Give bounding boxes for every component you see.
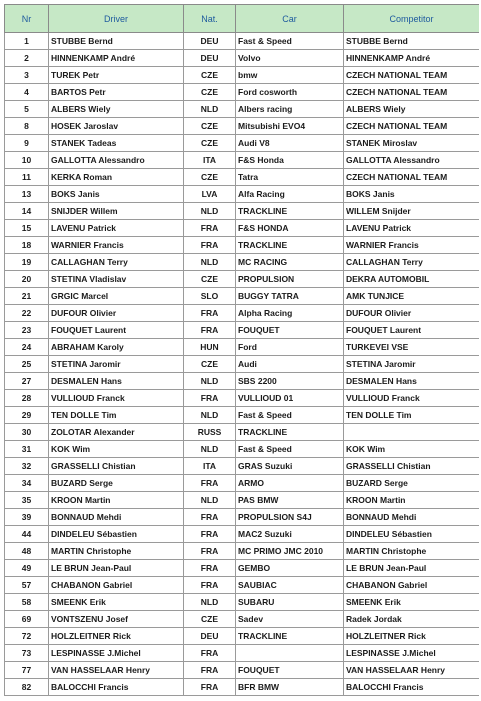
cell-competitor: ALBERS Wiely	[344, 101, 480, 118]
table-row	[5, 458, 480, 475]
cell-driver: KOK Wim	[49, 441, 184, 458]
table-row	[5, 679, 480, 696]
cell-nat: FRA	[184, 322, 236, 339]
cell-nr: 11	[5, 169, 49, 186]
cell-car: FOUQUET	[236, 662, 344, 679]
cell-nr: 2	[5, 50, 49, 67]
table-row	[5, 628, 480, 645]
table-body	[5, 33, 480, 696]
cell-car: TRACKLINE	[236, 203, 344, 220]
cell-driver: ZOLOTAR Alexander	[49, 424, 184, 441]
table-row	[5, 577, 480, 594]
cell-nat: LVA	[184, 186, 236, 203]
cell-nat: FRA	[184, 237, 236, 254]
table-row	[5, 50, 480, 67]
cell-car: Fast & Speed	[236, 33, 344, 50]
cell-car: TRACKLINE	[236, 424, 344, 441]
entry-list-table	[4, 4, 479, 696]
cell-nr: 29	[5, 407, 49, 424]
cell-competitor: DUFOUR Olivier	[344, 305, 480, 322]
cell-car: Mitsubishi EVO4	[236, 118, 344, 135]
cell-competitor: MARTIN Christophe	[344, 543, 480, 560]
cell-car: VULLIOUD 01	[236, 390, 344, 407]
table-row	[5, 186, 480, 203]
cell-nr: 73	[5, 645, 49, 662]
cell-car: TRACKLINE	[236, 237, 344, 254]
cell-driver: SMEENK Erik	[49, 594, 184, 611]
table-row	[5, 322, 480, 339]
cell-driver: BOKS Janis	[49, 186, 184, 203]
cell-driver: BUZARD Serge	[49, 475, 184, 492]
cell-nat: NLD	[184, 101, 236, 118]
cell-driver: HOSEK Jaroslav	[49, 118, 184, 135]
cell-nat: FRA	[184, 305, 236, 322]
cell-competitor: WILLEM Snijder	[344, 203, 480, 220]
cell-driver: VULLIOUD Franck	[49, 390, 184, 407]
cell-nat: NLD	[184, 407, 236, 424]
cell-car: Alpha Racing	[236, 305, 344, 322]
cell-competitor: CHABANON Gabriel	[344, 577, 480, 594]
cell-driver: KROON Martin	[49, 492, 184, 509]
cell-competitor: TURKEVEI VSE	[344, 339, 480, 356]
cell-nr: 23	[5, 322, 49, 339]
cell-driver: LESPINASSE J.Michel	[49, 645, 184, 662]
table-row	[5, 611, 480, 628]
table-row	[5, 424, 480, 441]
table-row	[5, 560, 480, 577]
cell-nr: 14	[5, 203, 49, 220]
header-nr: Nr	[5, 5, 49, 33]
cell-nat: CZE	[184, 67, 236, 84]
cell-car: Audi	[236, 356, 344, 373]
cell-competitor: DEKRA AUTOMOBIL	[344, 271, 480, 288]
header-row	[5, 5, 480, 33]
cell-nat: FRA	[184, 509, 236, 526]
table-row	[5, 220, 480, 237]
cell-nat: FRA	[184, 220, 236, 237]
cell-nat: FRA	[184, 679, 236, 696]
cell-competitor: KOK Wim	[344, 441, 480, 458]
cell-competitor: BUZARD Serge	[344, 475, 480, 492]
header-driver: Driver	[49, 5, 184, 33]
cell-car: Audi V8	[236, 135, 344, 152]
table-row	[5, 288, 480, 305]
table-row	[5, 441, 480, 458]
cell-driver: CALLAGHAN Terry	[49, 254, 184, 271]
cell-driver: STETINA Vladislav	[49, 271, 184, 288]
cell-driver: LE BRUN Jean-Paul	[49, 560, 184, 577]
cell-nat: CZE	[184, 611, 236, 628]
cell-car: Fast & Speed	[236, 407, 344, 424]
cell-competitor	[344, 424, 480, 441]
cell-competitor: DESMALEN Hans	[344, 373, 480, 390]
table-row	[5, 356, 480, 373]
cell-nat: ITA	[184, 458, 236, 475]
table-row	[5, 407, 480, 424]
cell-nat: FRA	[184, 560, 236, 577]
cell-nat: FRA	[184, 645, 236, 662]
cell-nr: 15	[5, 220, 49, 237]
cell-car: Tatra	[236, 169, 344, 186]
cell-nat: FRA	[184, 543, 236, 560]
cell-nr: 1	[5, 33, 49, 50]
cell-nat: CZE	[184, 118, 236, 135]
table-row	[5, 543, 480, 560]
cell-car: BUGGY TATRA	[236, 288, 344, 305]
cell-car: Ford cosworth	[236, 84, 344, 101]
cell-competitor: STETINA Jaromir	[344, 356, 480, 373]
cell-nr: 19	[5, 254, 49, 271]
table-row	[5, 254, 480, 271]
cell-nat: CZE	[184, 169, 236, 186]
cell-car: F&S Honda	[236, 152, 344, 169]
cell-competitor: AMK TUNJICE	[344, 288, 480, 305]
cell-competitor: TEN DOLLE Tim	[344, 407, 480, 424]
cell-car: BFR BMW	[236, 679, 344, 696]
header-car: Car	[236, 5, 344, 33]
cell-nr: 10	[5, 152, 49, 169]
cell-nat: FRA	[184, 577, 236, 594]
table-row	[5, 526, 480, 543]
table-row	[5, 135, 480, 152]
cell-driver: STUBBE Bernd	[49, 33, 184, 50]
cell-competitor: BONNAUD Mehdi	[344, 509, 480, 526]
cell-driver: ALBERS Wiely	[49, 101, 184, 118]
cell-driver: STETINA Jaromir	[49, 356, 184, 373]
cell-nr: 39	[5, 509, 49, 526]
table-row	[5, 33, 480, 50]
cell-driver: STANEK Tadeas	[49, 135, 184, 152]
cell-car: MAC2 Suzuki	[236, 526, 344, 543]
cell-car: TRACKLINE	[236, 628, 344, 645]
entry-list-sheet	[4, 4, 479, 696]
table-row	[5, 662, 480, 679]
cell-nr: 13	[5, 186, 49, 203]
cell-competitor: CZECH NATIONAL TEAM	[344, 67, 480, 84]
cell-driver: VAN HASSELAAR Henry	[49, 662, 184, 679]
cell-driver: DUFOUR Olivier	[49, 305, 184, 322]
cell-car: F&S HONDA	[236, 220, 344, 237]
cell-driver: GALLOTTA Alessandro	[49, 152, 184, 169]
table-row	[5, 152, 480, 169]
cell-competitor: STANEK Miroslav	[344, 135, 480, 152]
cell-competitor: WARNIER Francis	[344, 237, 480, 254]
cell-competitor: SMEENK Erik	[344, 594, 480, 611]
cell-driver: FOUQUET Laurent	[49, 322, 184, 339]
cell-nat: CZE	[184, 356, 236, 373]
cell-competitor: FOUQUET Laurent	[344, 322, 480, 339]
cell-car: PROPULSION S4J	[236, 509, 344, 526]
table-row	[5, 475, 480, 492]
cell-nat: CZE	[184, 84, 236, 101]
cell-competitor: DINDELEU Sébastien	[344, 526, 480, 543]
cell-nat: DEU	[184, 50, 236, 67]
cell-nat: NLD	[184, 254, 236, 271]
cell-car: SBS 2200	[236, 373, 344, 390]
cell-driver: DINDELEU Sébastien	[49, 526, 184, 543]
table-row	[5, 305, 480, 322]
table-row	[5, 594, 480, 611]
cell-car: GRAS Suzuki	[236, 458, 344, 475]
header-competitor: Competitor	[344, 5, 480, 33]
table-row	[5, 492, 480, 509]
cell-competitor: GRASSELLI Chistian	[344, 458, 480, 475]
table-row	[5, 237, 480, 254]
cell-competitor: Radek Jordak	[344, 611, 480, 628]
cell-nat: DEU	[184, 628, 236, 645]
cell-driver: GRGIC Marcel	[49, 288, 184, 305]
table-row	[5, 84, 480, 101]
cell-driver: HOLZLEITNER Rick	[49, 628, 184, 645]
cell-nat: NLD	[184, 373, 236, 390]
cell-car: GEMBO	[236, 560, 344, 577]
cell-competitor: VAN HASSELAAR Henry	[344, 662, 480, 679]
cell-nat: NLD	[184, 203, 236, 220]
cell-car: SUBARU	[236, 594, 344, 611]
cell-car: Ford	[236, 339, 344, 356]
cell-driver: HINNENKAMP André	[49, 50, 184, 67]
cell-nr: 49	[5, 560, 49, 577]
cell-nat: CZE	[184, 271, 236, 288]
table-row	[5, 203, 480, 220]
cell-nr: 25	[5, 356, 49, 373]
cell-nr: 24	[5, 339, 49, 356]
cell-nr: 28	[5, 390, 49, 407]
cell-nr: 5	[5, 101, 49, 118]
cell-car: MC PRIMO JMC 2010	[236, 543, 344, 560]
cell-nat: FRA	[184, 390, 236, 407]
cell-driver: TUREK Petr	[49, 67, 184, 84]
cell-nat: NLD	[184, 594, 236, 611]
cell-competitor: GALLOTTA Alessandro	[344, 152, 480, 169]
cell-nr: 31	[5, 441, 49, 458]
cell-competitor: LESPINASSE J.Michel	[344, 645, 480, 662]
cell-nr: 32	[5, 458, 49, 475]
cell-nat: RUSS	[184, 424, 236, 441]
cell-competitor: VULLIOUD Franck	[344, 390, 480, 407]
cell-competitor: CZECH NATIONAL TEAM	[344, 169, 480, 186]
table-row	[5, 169, 480, 186]
cell-car: ARMO	[236, 475, 344, 492]
cell-nat: ITA	[184, 152, 236, 169]
cell-competitor: CZECH NATIONAL TEAM	[344, 84, 480, 101]
cell-nr: 18	[5, 237, 49, 254]
table-row	[5, 67, 480, 84]
cell-car: Albers racing	[236, 101, 344, 118]
cell-car	[236, 645, 344, 662]
cell-driver: WARNIER Francis	[49, 237, 184, 254]
cell-nr: 35	[5, 492, 49, 509]
cell-competitor: LAVENU Patrick	[344, 220, 480, 237]
cell-driver: ABRAHAM Karoly	[49, 339, 184, 356]
cell-nr: 3	[5, 67, 49, 84]
table-row	[5, 271, 480, 288]
cell-nr: 27	[5, 373, 49, 390]
cell-nr: 34	[5, 475, 49, 492]
cell-driver: TEN DOLLE Tim	[49, 407, 184, 424]
cell-nr: 4	[5, 84, 49, 101]
cell-driver: BARTOS Petr	[49, 84, 184, 101]
cell-competitor: CALLAGHAN Terry	[344, 254, 480, 271]
table-row	[5, 118, 480, 135]
cell-nr: 8	[5, 118, 49, 135]
cell-competitor: CZECH NATIONAL TEAM	[344, 118, 480, 135]
table-row	[5, 101, 480, 118]
cell-nr: 57	[5, 577, 49, 594]
cell-nr: 30	[5, 424, 49, 441]
cell-car: MC RACING	[236, 254, 344, 271]
cell-car: bmw	[236, 67, 344, 84]
cell-nr: 22	[5, 305, 49, 322]
cell-driver: KERKA Roman	[49, 169, 184, 186]
cell-car: Alfa Racing	[236, 186, 344, 203]
cell-competitor: HINNENKAMP André	[344, 50, 480, 67]
cell-competitor: HOLZLEITNER Rick	[344, 628, 480, 645]
cell-nr: 77	[5, 662, 49, 679]
cell-nr: 20	[5, 271, 49, 288]
table-row	[5, 373, 480, 390]
header-nat: Nat.	[184, 5, 236, 33]
cell-nat: DEU	[184, 33, 236, 50]
cell-nat: HUN	[184, 339, 236, 356]
cell-nat: FRA	[184, 662, 236, 679]
cell-competitor: BALOCCHI Francis	[344, 679, 480, 696]
cell-driver: GRASSELLI Chistian	[49, 458, 184, 475]
cell-competitor: BOKS Janis	[344, 186, 480, 203]
cell-nat: FRA	[184, 526, 236, 543]
table-row	[5, 390, 480, 407]
cell-driver: BALOCCHI Francis	[49, 679, 184, 696]
cell-car: PAS BMW	[236, 492, 344, 509]
cell-competitor: KROON Martin	[344, 492, 480, 509]
cell-car: PROPULSION	[236, 271, 344, 288]
cell-nr: 82	[5, 679, 49, 696]
table-row	[5, 509, 480, 526]
cell-nat: NLD	[184, 441, 236, 458]
cell-nat: NLD	[184, 492, 236, 509]
cell-driver: LAVENU Patrick	[49, 220, 184, 237]
cell-nat: CZE	[184, 135, 236, 152]
cell-nr: 69	[5, 611, 49, 628]
cell-driver: SNIJDER Willem	[49, 203, 184, 220]
table-row	[5, 645, 480, 662]
cell-driver: DESMALEN Hans	[49, 373, 184, 390]
table-row	[5, 339, 480, 356]
cell-competitor: LE BRUN Jean-Paul	[344, 560, 480, 577]
cell-nr: 21	[5, 288, 49, 305]
cell-nat: SLO	[184, 288, 236, 305]
cell-car: SAUBIAC	[236, 577, 344, 594]
cell-nr: 44	[5, 526, 49, 543]
cell-competitor: STUBBE Bernd	[344, 33, 480, 50]
cell-driver: MARTIN Christophe	[49, 543, 184, 560]
cell-driver: BONNAUD Mehdi	[49, 509, 184, 526]
cell-nr: 58	[5, 594, 49, 611]
cell-car: Sadev	[236, 611, 344, 628]
cell-nr: 9	[5, 135, 49, 152]
cell-nr: 48	[5, 543, 49, 560]
cell-car: Volvo	[236, 50, 344, 67]
cell-car: FOUQUET	[236, 322, 344, 339]
cell-nat: FRA	[184, 475, 236, 492]
cell-nr: 72	[5, 628, 49, 645]
cell-driver: CHABANON Gabriel	[49, 577, 184, 594]
cell-driver: VONTSZENU Josef	[49, 611, 184, 628]
cell-car: Fast & Speed	[236, 441, 344, 458]
